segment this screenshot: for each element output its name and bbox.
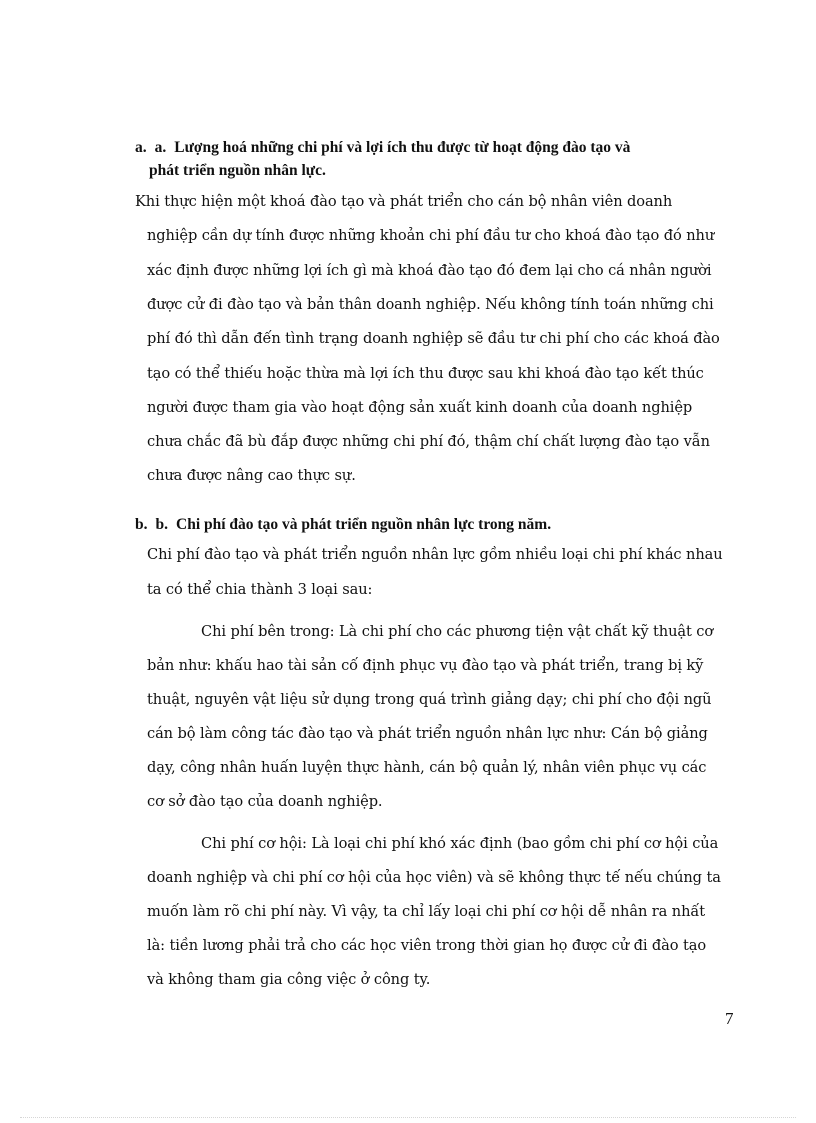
opportunity-cost-line: và không tham gia công việc ở công ty. — [147, 971, 431, 988]
section-b-intro-line: Chi phí đào tạo và phát triển nguồn nhân lực gồm nhiều loại chi phí khác nhau — [147, 546, 723, 563]
opportunity-cost-line: doanh nghiệp và chi phí cơ hội của học viên) và sẽ không thực tế nếu chúng ta — [147, 869, 721, 886]
section-a-paragraph-line: chưa chắc đã bù đắp được những chi phí đó, thậm chí chất lượng đào tạo vẫn — [147, 433, 710, 450]
section-b-number-2: b. — [155, 516, 168, 533]
section-a-paragraph-line: tạo có thể thiếu hoặc thừa mà lợi ích thu được sau khi khoá đào tạo kết thúc — [147, 365, 704, 382]
internal-cost-line: cán bộ làm công tác đào tạo và phát triển nguồn nhân lực như: Cán bộ giảng — [147, 725, 708, 742]
section-b-number-1: b. — [135, 516, 148, 533]
section-b-title: Chi phí đào tạo và phát triển nguồn nhân lực trong năm. — [176, 516, 552, 533]
section-a-paragraph-line: chưa được nâng cao thực sự. — [147, 467, 356, 484]
opportunity-cost-line: muốn làm rõ chi phí này. Vì vậy, ta chỉ lấy loại chi phí cơ hội dễ nhân ra nhất — [147, 903, 706, 920]
section-a-paragraph-line: phí đó thì dẫn đến tình trạng doanh nghiệp sẽ đầu tư chi phí cho các khoá đào — [147, 330, 720, 347]
section-a-title-line1: Lượng hoá những chi phí và lợi ích thu được từ hoạt động đào tạo và — [174, 139, 631, 156]
section-a-paragraph-line: được cử đi đào tạo và bản thân doanh nghiệp. Nếu không tính toán những chi — [147, 296, 714, 313]
section-a-number-1: a. — [135, 139, 147, 156]
internal-cost-line: cơ sở đào tạo của doanh nghiệp. — [147, 793, 383, 810]
section-a-paragraph-line: Khi thực hiện một khoá đào tạo và phát triển cho cán bộ nhân viên doanh — [135, 193, 673, 210]
section-a-paragraph-line: người được tham gia vào hoạt động sản xuất kinh doanh của doanh nghiệp — [147, 399, 693, 416]
internal-cost-line: thuật, nguyên vật liệu sử dụng trong quá trình giảng dạy; chi phí cho đội ngũ — [147, 691, 712, 708]
opportunity-cost-line: là: tiền lương phải trả cho các học viên trong thời gian họ được cử đi đào tạo — [147, 937, 707, 954]
internal-cost-line: dạy, công nhân huấn luyện thực hành, cán bộ quản lý, nhân viên phục vụ các — [147, 759, 707, 776]
internal-cost-line: bản như: khấu hao tài sản cố định phục vụ đào tạo và phát triển, trang bị kỹ — [147, 657, 704, 674]
section-b-heading — [135, 513, 735, 536]
opportunity-cost-line: Chi phí cơ hội: Là loại chi phí khó xác định (bao gồm chi phí cơ hội của — [201, 835, 719, 852]
section-a-number-2: a. — [154, 139, 167, 156]
page-number: 7 — [725, 1009, 734, 1028]
footer-divider — [20, 1117, 796, 1118]
internal-cost-line: Chi phí bên trong: Là chi phí cho các phương tiện vật chất kỹ thuật cơ — [201, 623, 714, 640]
section-a-paragraph-line: nghiệp cần dự tính được những khoản chi phí đầu tư cho khoá đào tạo đó như — [147, 227, 715, 244]
section-a-title-line2: phát triển nguồn nhân lực. — [149, 162, 326, 179]
section-b-intro-line: ta có thể chia thành 3 loại sau: — [147, 581, 373, 598]
section-a-heading — [135, 136, 735, 182]
section-a-paragraph-line: xác định được những lợi ích gì mà khoá đào tạo đó đem lại cho cá nhân người — [147, 262, 712, 279]
